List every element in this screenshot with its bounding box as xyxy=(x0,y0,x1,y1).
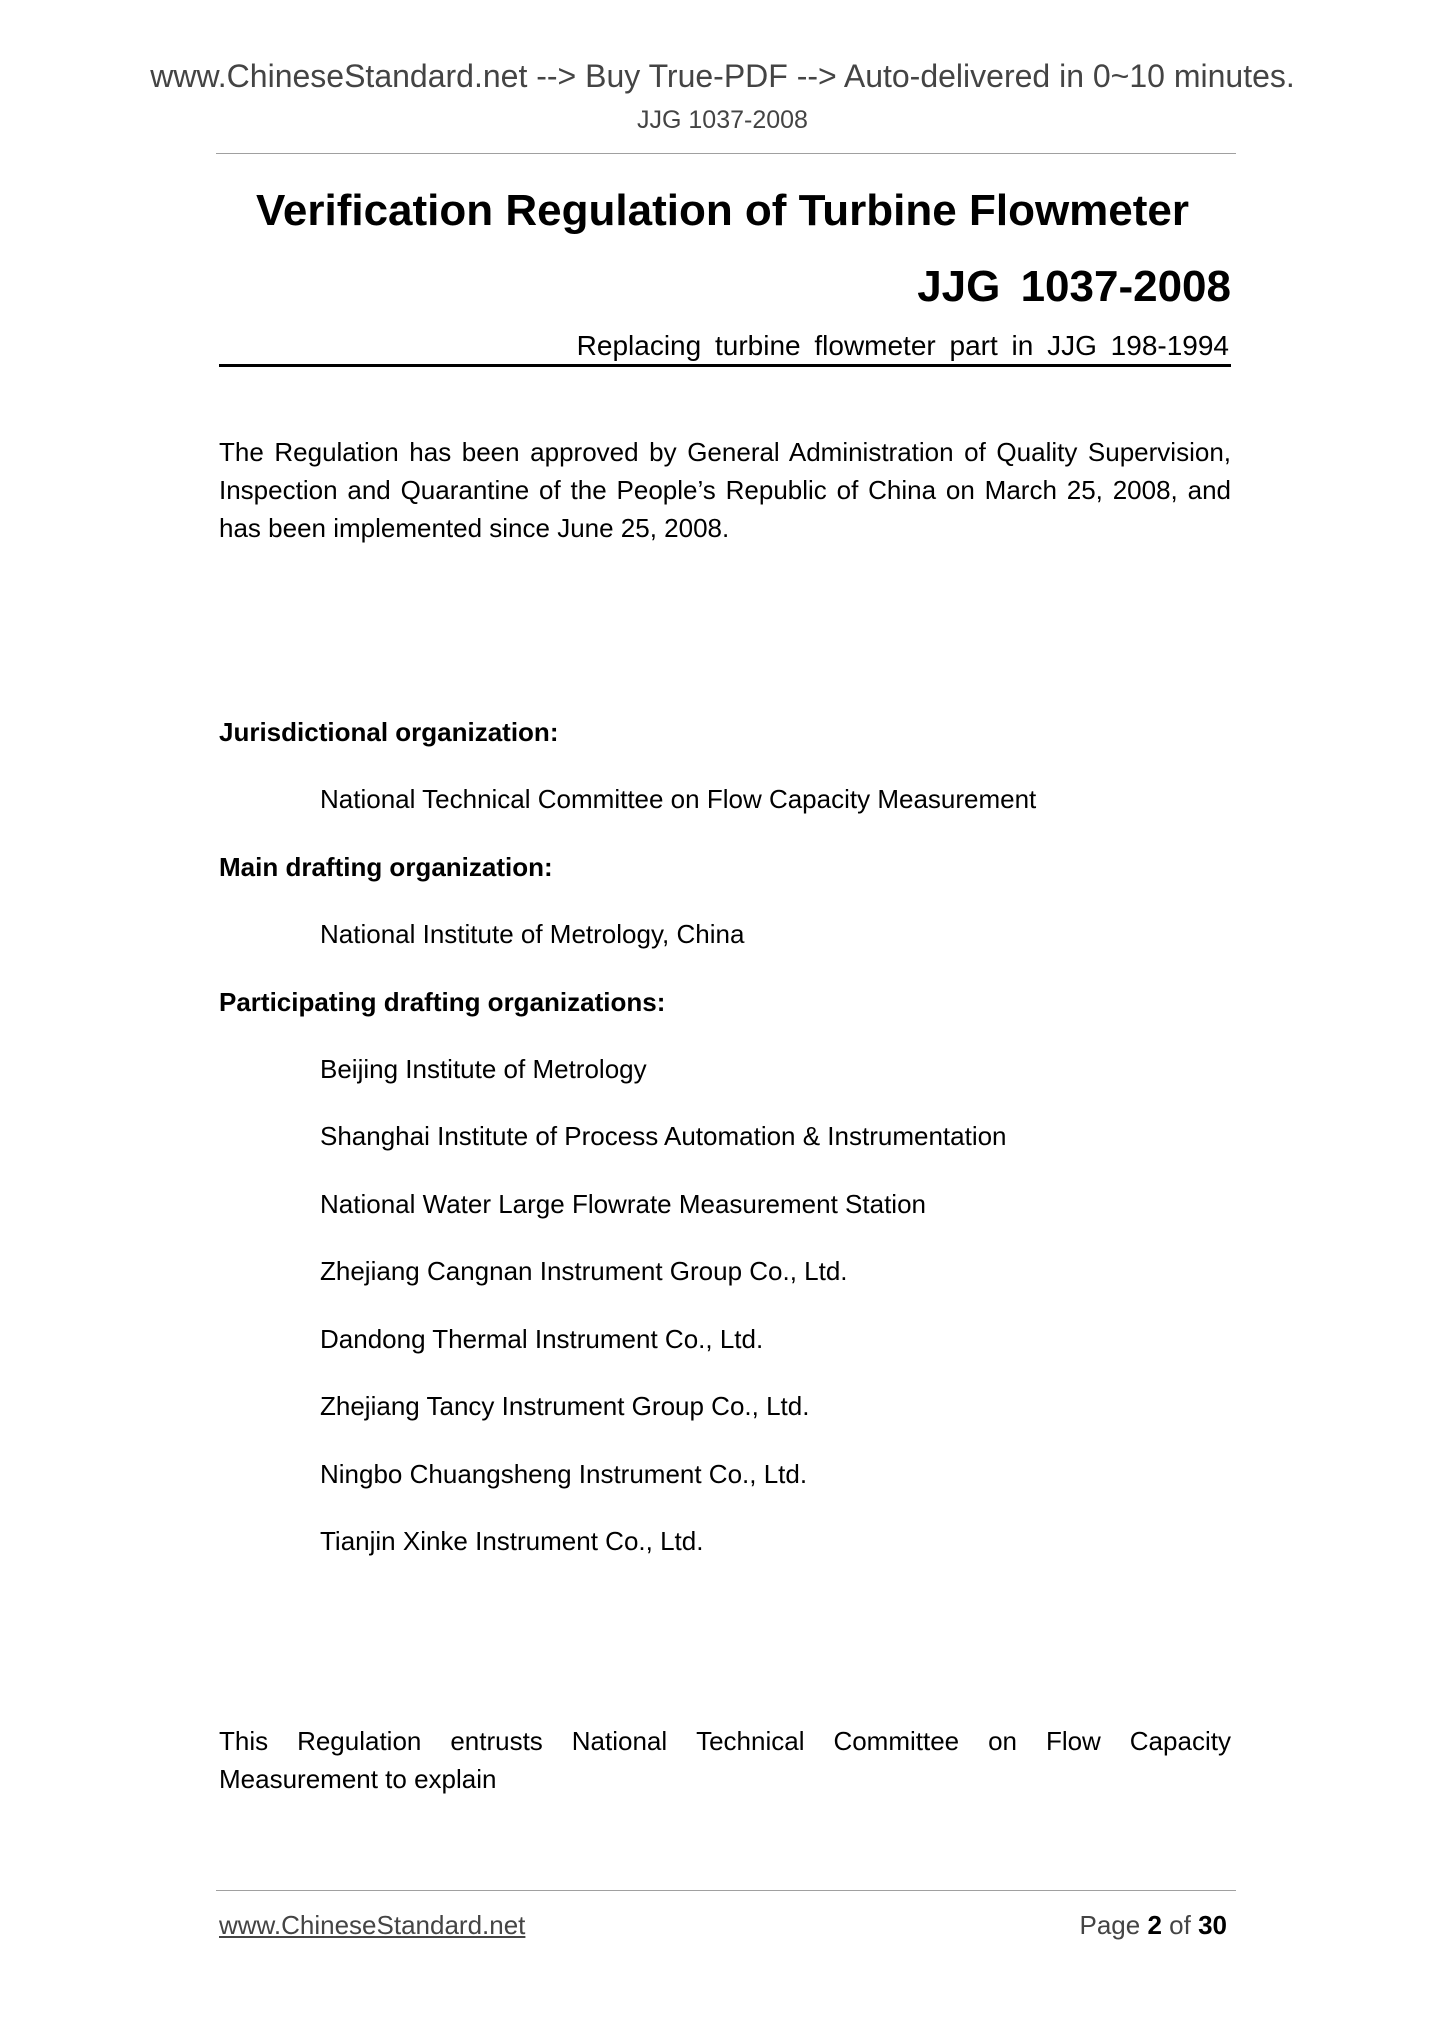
title-divider xyxy=(219,364,1231,367)
participating-item: Zhejiang Cangnan Instrument Group Co., Ltd. xyxy=(320,1256,848,1286)
page-indicator xyxy=(1079,1910,1227,1941)
document-title: Verification Regulation of Turbine Flowmeter xyxy=(255,186,1190,235)
participating-item: National Water Large Flowrate Measurement Station xyxy=(320,1189,926,1219)
closing-word: on xyxy=(988,1726,1017,1756)
jurisdictional-label: Jurisdictional organization: xyxy=(219,717,559,747)
page-prefix: Page xyxy=(1079,1910,1141,1940)
main-drafting-label: Main drafting organization: xyxy=(219,852,553,882)
closing-word: This xyxy=(219,1726,269,1756)
closing-word: Regulation xyxy=(297,1726,422,1756)
closing-paragraph xyxy=(219,1722,1231,1798)
page-of: of xyxy=(1169,1910,1191,1940)
participating-item: Dandong Thermal Instrument Co., Ltd. xyxy=(320,1324,764,1354)
header-divider xyxy=(216,153,1236,154)
participating-item: Beijing Institute of Metrology xyxy=(320,1054,647,1084)
standard-number: JJG 1037-2008 xyxy=(917,262,1231,311)
header-standard-code: JJG 1037-2008 xyxy=(637,106,808,134)
closing-line-2: Measurement to explain xyxy=(219,1764,497,1794)
top-banner: www.ChineseStandard.net --> Buy True-PDF --> Auto-delivered in 0~10 minutes. xyxy=(150,58,1295,94)
closing-line-1 xyxy=(219,1722,1231,1760)
closing-word: entrusts xyxy=(450,1726,543,1756)
participating-item: Zhejiang Tancy Instrument Group Co., Ltd. xyxy=(320,1391,810,1421)
jurisdictional-value: National Technical Committee on Flow Capacity Measurement xyxy=(320,784,1037,814)
participating-item: Tianjin Xinke Instrument Co., Ltd. xyxy=(320,1526,704,1556)
participating-item: Ningbo Chuangsheng Instrument Co., Ltd. xyxy=(320,1459,808,1489)
closing-word: Flow xyxy=(1045,1726,1101,1756)
closing-word: Committee xyxy=(833,1726,960,1756)
participating-label: Participating drafting organizations: xyxy=(219,987,666,1017)
closing-word: Capacity xyxy=(1129,1726,1231,1756)
approval-paragraph: The Regulation has been approved by General Administration of Quality Supervision, Inspection and Quarantine of the People’s Republic of China on March 25, 2008, and has been implemented since June 25, 2008. xyxy=(219,437,1231,543)
participating-item: Shanghai Institute of Process Automation & Instrumentation xyxy=(320,1121,1007,1151)
page-total: 30 xyxy=(1198,1910,1227,1940)
footer-website-link[interactable]: www.ChineseStandard.net xyxy=(219,1910,526,1940)
closing-word: National xyxy=(571,1726,668,1756)
closing-word: Technical xyxy=(696,1726,805,1756)
footer-divider xyxy=(216,1890,1236,1891)
page-current: 2 xyxy=(1147,1910,1162,1940)
replacing-note: Replacing turbine flowmeter part in JJG 198-1994 xyxy=(576,330,1229,361)
main-drafting-value: National Institute of Metrology, China xyxy=(320,919,745,949)
